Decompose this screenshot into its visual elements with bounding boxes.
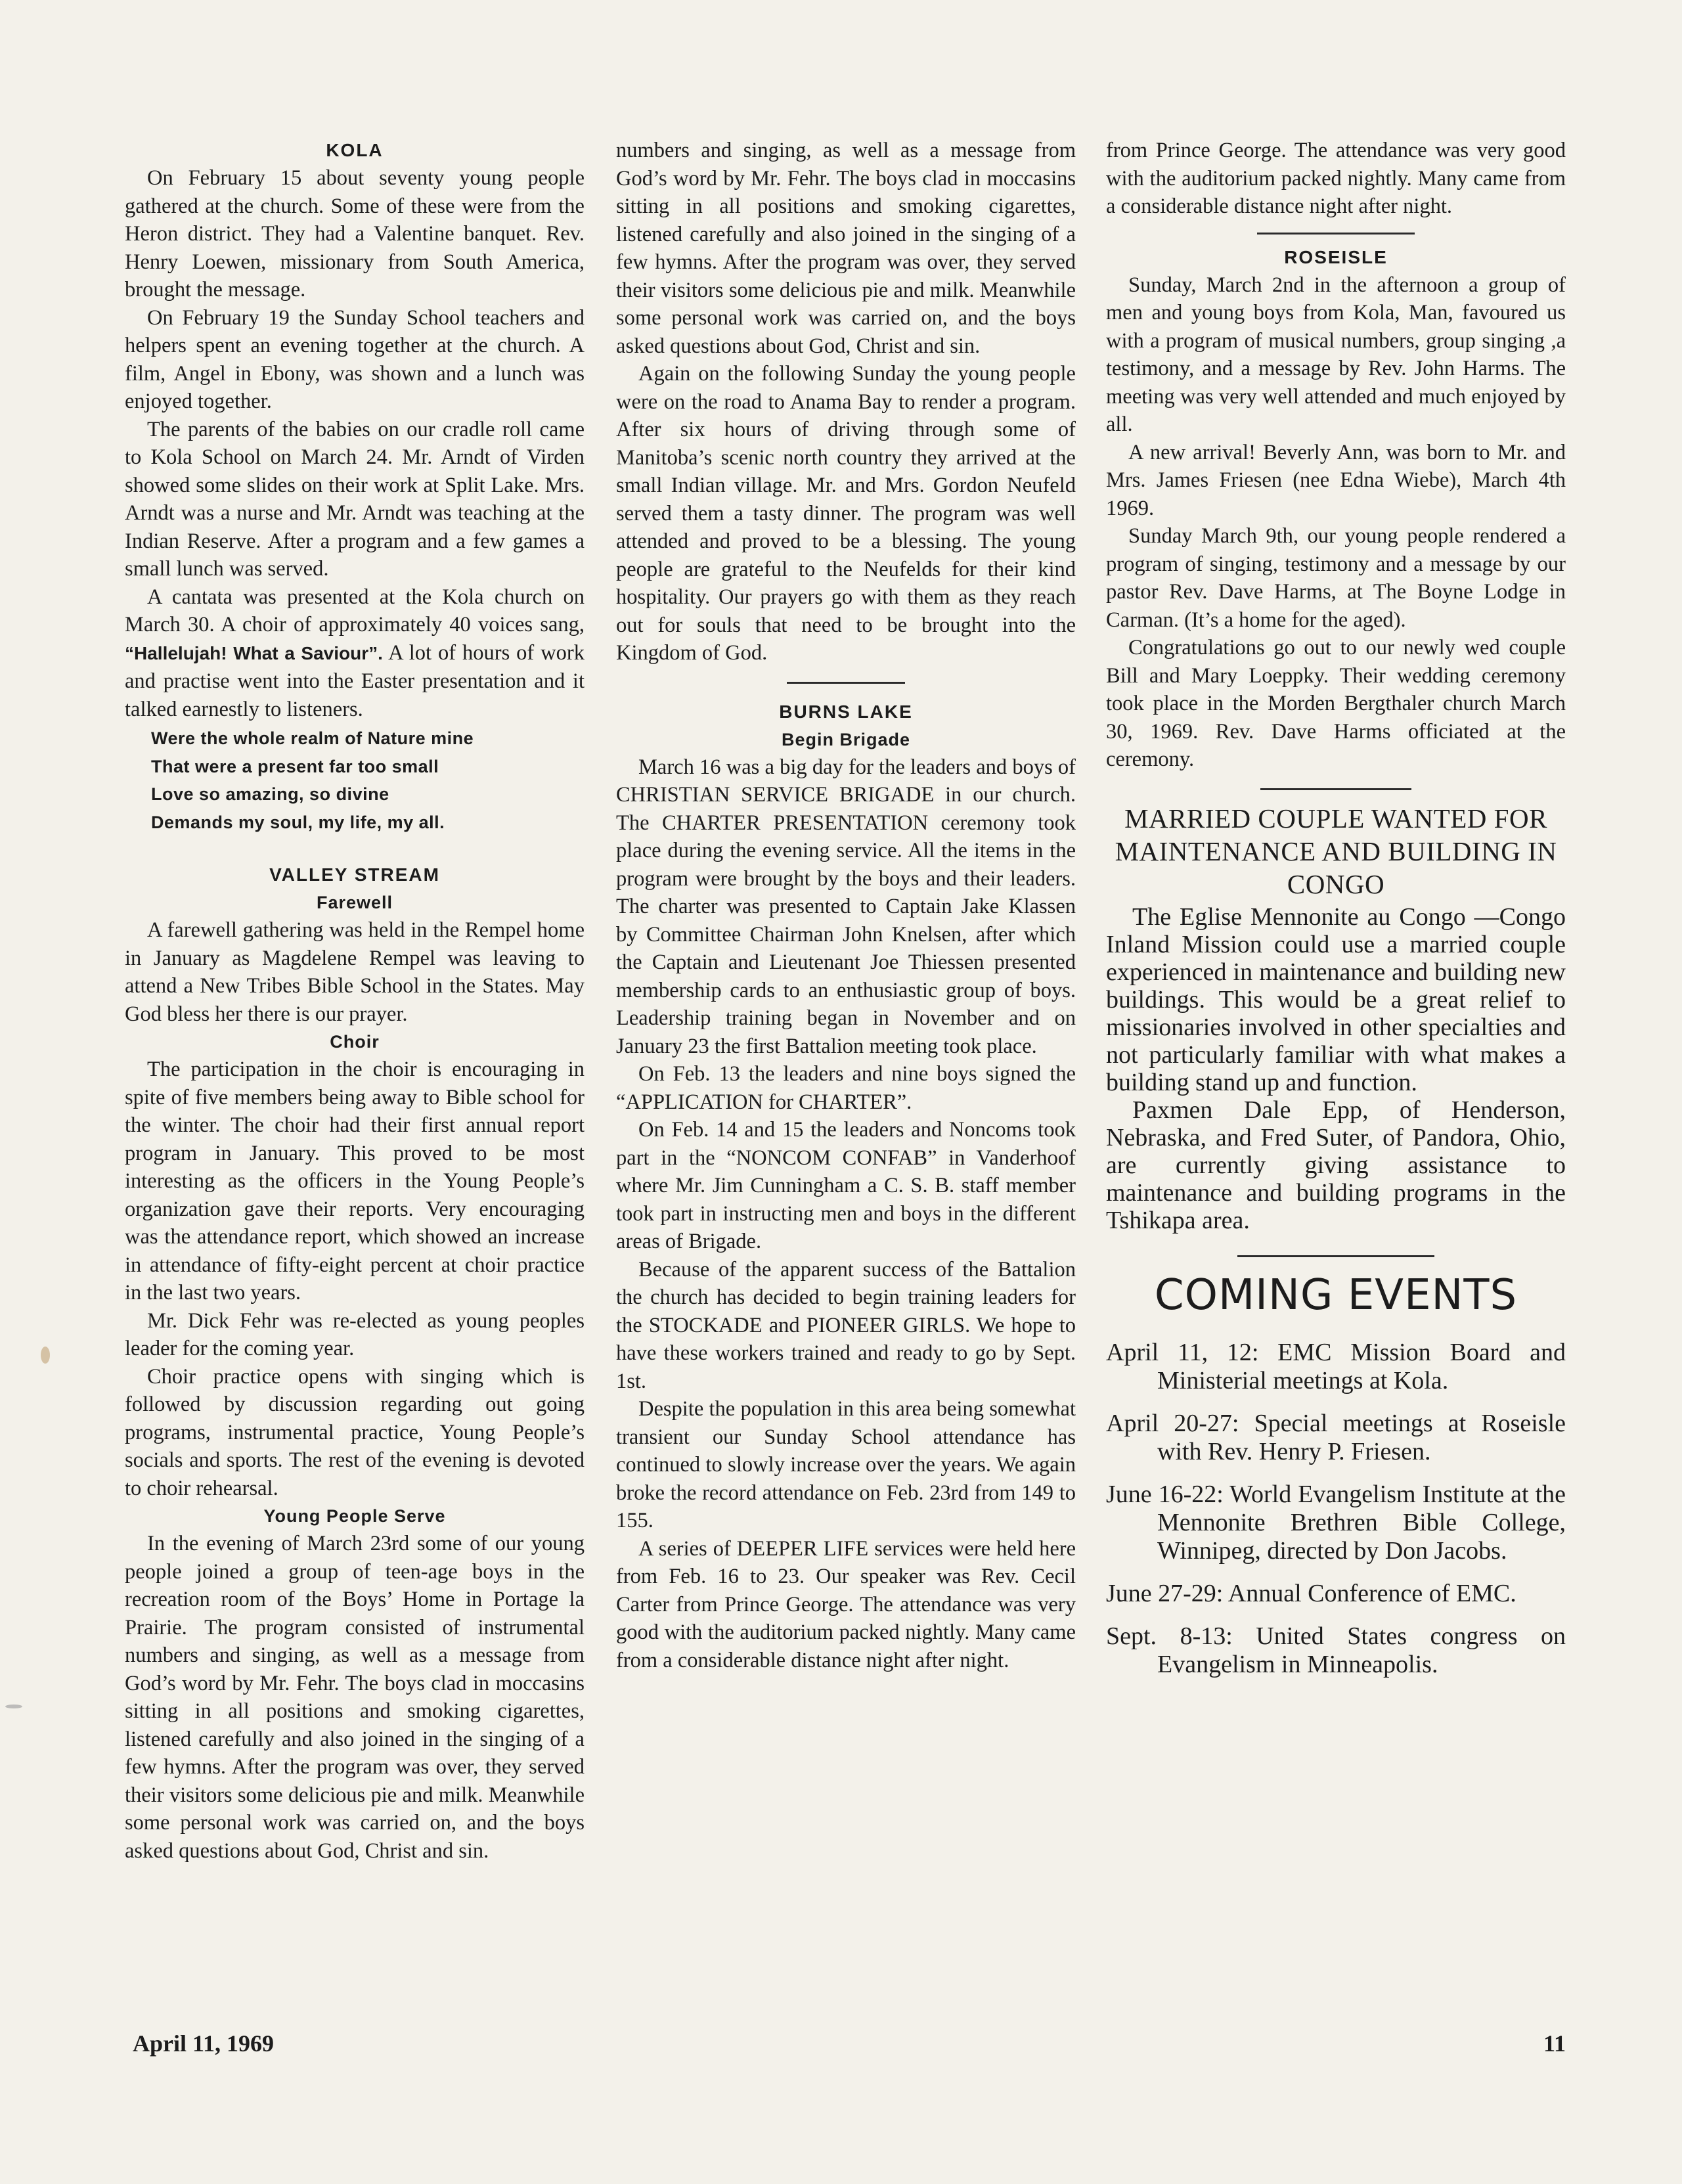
farewell-subheading: Farewell [316,893,393,912]
column-1 [125,137,585,1863]
coming-events-heading: COMING EVENTS [1154,1270,1518,1320]
kola-cantata-text-end: A lot of hours of work and practise went into the Easter presentation and it talked earnestly to listeners. [125,640,585,721]
burns-paragraph: March 16 was a big day for the leaders and boys of CHRISTIAN SERVICE BRIGADE in our church. The CHARTER PRESENTATION ceremony took place during the evening service. All the items in the program were brought by the boys and their leaders. The charter was presented to Captain Jake Klassen by Committee Chairman John Knelsen, after which the Captain and Lieutenant Joe Thiessen presented membership cards to an enthusiastic group of boys. Leadership training began in November and on January 23 the first Battalion meeting took place. [616,755,1076,1058]
kola-cantata-title: “Hallelujah! What a Saviour”. [125,642,383,663]
roseisle-paragraph: A new arrival! Beverly Ann, was born to Mr. and Mrs. James Friesen (nee Edna Wiebe), March 4th 1969. [1106,440,1566,520]
paper-stain [41,1347,50,1364]
kola-paragraph: On February 15 about seventy young people gathered at the church. Some of these were from the Heron district. They had a Valentine banquet. Rev. Henry Loewen, missionary from South America, brought the message. [125,166,585,301]
burns-paragraph: Because of the apparent success of the Battalion the church has decided to begin training leaders for the STOCKADE and PIONEER GIRLS. We hope to have these workers trained and ready to go by Sept. 1st. [616,1257,1076,1393]
kola-paragraph [125,583,585,724]
valley-paragraph: The participation in the choir is encouraging in spite of five members being away to Bible school for the winter. The choir had their first annual report program in January. This proved to be most interesting as the officers in the Young People’s organization gave their reports. Very encouraging was the attendance report, which showed an increase in attendance of fifty-eight percent at choir practice in the last two years. [125,1058,585,1304]
valley-paragraph: Again on the following Sunday the young people were on the road to Anama Bay to render a program. After six hours of driving through some of Manitoba’s scenic north country they arrived at the small Indian village. Mr. and Mrs. Gordon Neufeld served them a tasty dinner. The program was well attended and proved to be a blessing. The young people are grateful to the Neufelds for their kind hospitality. Our prayers go with them as they reach out for souls that need to be brought into the Kingdom of God. [616,362,1076,665]
burns-paragraph: Despite the population in this area being somewhat transient our Sunday School attendance has continued to slowly increase over the years. We again broke the record attendance on Feb. 23rd from 149 to 155. [616,1397,1076,1532]
roseisle-paragraph: Sunday, March 2nd in the afternoon a group of men and young boys from Kola, Man, favoured us with a program of musical numbers, group singing ,a testimony, and a message by Rev. John Harms. The meeting was very well attended and much enjoyed by all. [1106,273,1566,436]
burns-paragraph: On Feb. 13 the leaders and nine boys signed the “APPLICATION for CHARTER”. [616,1062,1076,1114]
valley-paragraph: A farewell gathering was held in the Rempel home in January as Magdelene Rempel was leaving to attend a New Tribes Bible School in the States. May God bless her there is our prayer. [125,918,585,1026]
poem-line: Demands my soul, my life, my all. [151,812,445,832]
section-divider [1237,1255,1434,1257]
kola-paragraph: On February 19 the Sunday School teachers and helpers spent an evening together at the church. A film, Angel in Ebony, was shown and a lunch was enjoyed together. [125,305,585,413]
section-divider [1257,233,1415,234]
kola-paragraph: The parents of the babies on our cradle roll came to Kola School on March 24. Mr. Arndt of Virden showed some slides on their work at Split Lake. Mrs. Arndt was a nurse and Mr. Arndt was teaching at the Indian Reserve. After a program and a few games a small lunch was served. [125,417,585,581]
column-3 [1106,137,1566,1693]
kola-cantata-text: A cantata was presented at the Kola church on March 30. A choir of approximately 40 voices sang, [125,585,585,636]
section-divider [787,682,905,684]
section-divider [1260,788,1411,790]
congo-ad-paragraph: Paxmen Dale Epp, of Henderson, Nebraska, and Fred Suter, of Pandora, Ohio, are currently giving assistance to maintenance and building programs in the Tshikapa area. [1106,1096,1566,1234]
poem-line: That were a present far too small [151,756,439,776]
burns-paragraph-continued: from Prince George. The attendance was very good with the auditorium packed nightly. Many came from a considerable distance night after night. [1106,139,1566,218]
poem-line: Were the whole realm of Nature mine [151,728,474,748]
congo-ad-title: MARRIED COUPLE WANTED FOR MAINTENANCE AND BUILDING IN CONGO [1115,803,1557,899]
paper-mark [5,1705,22,1708]
event-item: June 16-22: World Evangelism Institute at the Mennonite Brethren Bible College, Winnipeg, directed by Don Jacobs. [1106,1480,1566,1565]
burns-paragraph: A series of DEEPER LIFE services were held here from Feb. 16 to 23. Our speaker was Rev. Cecil Carter from Prince George. The attendance was very good with the auditorium packed nightly. Many came from a considerable distance night after night. [616,1536,1076,1672]
choir-subheading: Choir [330,1032,380,1052]
burns-paragraph: On Feb. 14 and 15 the leaders and Noncoms took part in the “NONCOM CONFAB” in Vanderhoof where Mr. Jim Cunningham a C. S. B. staff member took part in instructing men and boys in the different areas of Brigade. [616,1118,1076,1253]
roseisle-paragraph: Sunday March 9th, our young people rendered a program of singing, testimony and a message by our pastor Rev. Dave Harms, at The Boyne Lodge in Carman. (It’s a home for the aged). [1106,524,1566,632]
event-item: Sept. 8-13: United States congress on Evangelism in Minneapolis. [1106,1622,1566,1678]
valley-stream-heading: VALLEY STREAM [269,864,440,885]
burns-lake-heading: BURNS LAKE [779,701,913,722]
kola-heading: KOLA [326,140,384,160]
event-item: April 20-27: Special meetings at Roseisle with Rev. Henry P. Friesen. [1106,1409,1566,1465]
young-people-serve-subheading: Young People Serve [263,1506,446,1526]
footer-date: April 11, 1969 [133,2030,275,2057]
roseisle-paragraph: Congratulations go out to our newly wed couple Bill and Mary Loeppky. Their wedding ceremony took place in the Morden Bergthaler church March 30, 1969. Rev. Dave Harms officiated at the ceremony. [1106,636,1566,771]
begin-brigade-subheading: Begin Brigade [781,729,911,749]
roseisle-heading: ROSEISLE [1284,246,1388,267]
poem-line: Love so amazing, so divine [151,784,389,804]
column-2 [616,137,1076,1672]
young-people-serve-paragraph: In the evening of March 23rd some of our young people joined a group of teen-age boys in the recreation room of the Boys’ Home in Portage la Prairie. The program consisted of instrumental numbers and singing, as well as a message from God’s word by Mr. Fehr. The boys clad in moccasins sitting in all positions and smoking cigarettes, listened carefully and also joined in the singing of a few hymns. After the program was over, they served their visitors some delicious pie and milk. Meanwhile some personal work was carried on, and the boys asked questions about God, Christ and sin. [125,1532,585,1863]
valley-paragraph: Mr. Dick Fehr was re-elected as young peoples leader for the coming year. [125,1308,585,1360]
valley-paragraph: Choir practice opens with singing which is followed by discussion regarding out going programs, instrumental practice, Young People’s socials and sports. The rest of the evening is devoted to choir rehearsal. [125,1364,585,1500]
kola-poem [151,724,585,836]
event-item: April 11, 12: EMC Mission Board and Ministerial meetings at Kola. [1106,1338,1566,1394]
event-item: June 27-29: Annual Conference of EMC. [1106,1579,1516,1607]
page-number: 11 [1543,2030,1566,2057]
congo-ad-paragraph: The Eglise Mennonite au Congo —Congo Inland Mission could use a married couple experienced in maintenance and building new buildings. This would be a great relief to missionaries involved in other specialties and not particularly familiar with what makes a building stand up and function. [1106,903,1566,1096]
young-people-serve-continued: numbers and singing, as well as a message from God’s word by Mr. Fehr. The boys clad in moccasins sitting in all positions and smoking cigarettes, listened carefully and also joined in the singing of a few hymns. After the program was over, they served their visitors some delicious pie and milk. Meanwhile some personal work was carried on, and the boys asked questions about God, Christ and sin. [616,139,1076,358]
